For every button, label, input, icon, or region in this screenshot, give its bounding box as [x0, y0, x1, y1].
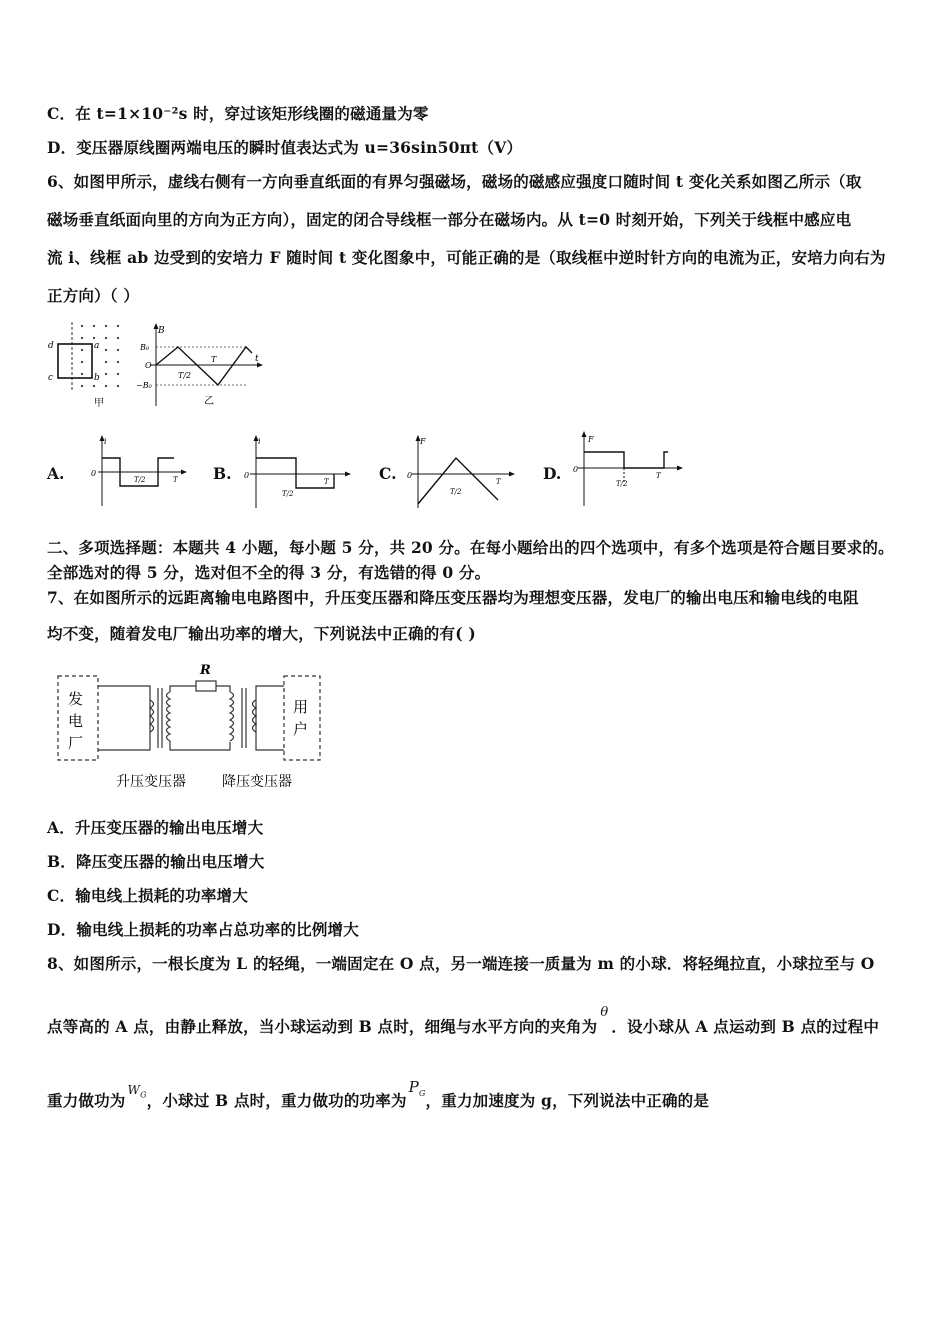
power-plant-char-1: 发: [68, 690, 84, 708]
q6-stem-line-1: 6、如图甲所示，虚线右侧有一方向垂直纸面的有界匀强磁场，磁场的磁感应强度口随时间 t 变化关系如图乙所示（取: [47, 172, 862, 191]
q5-option-d: D．变压器原线圈两端电压的瞬时值表达式为 u=36sin50πt（V）: [47, 138, 523, 157]
power-plant-char-2: 电: [68, 712, 84, 730]
user-char-2: 户: [293, 720, 309, 738]
origin-label: 0: [573, 465, 579, 474]
half-period-label: T/2: [134, 476, 146, 484]
period-label: T: [211, 355, 217, 364]
period-label: T: [324, 478, 329, 486]
origin-label: O: [145, 361, 152, 370]
q6-stem-line-3: 流 i、线框 ab 边受到的安培力 F 随时间 t 变化图象中，可能正确的是（取线框中逆时针方向的电流为正，安培力向右为: [47, 248, 886, 267]
q8-stem-line-2: [47, 1005, 880, 1037]
q6-option-a-label: A.: [47, 464, 65, 483]
q7-option-a: A．升压变压器的输出电压增大: [47, 818, 264, 837]
section-2-line-1: 二、多项选择题：本题共 4 小题，每小题 5 分，共 20 分。在每小题给出的四个选项中，有多个选项是符合题目要求的。: [47, 538, 894, 557]
user-char-1: 用: [293, 698, 309, 716]
q6-option-a-graph: [88, 434, 188, 510]
q6-option-c-label: C.: [379, 464, 397, 483]
q8-line2-text-a: 点等高的 A 点，由静止释放，当小球运动到 B 点时，细绳与水平方向的夹角为: [47, 1017, 598, 1036]
half-period-label: T/2: [616, 480, 628, 488]
q6-option-d-graph: [572, 430, 687, 510]
q5-option-c: C．在 t=1×10⁻²s 时，穿过该矩形线圈的磁通量为零: [47, 104, 429, 123]
fig-jia-caption: 甲: [94, 398, 104, 409]
axis-i-label: i: [104, 437, 107, 446]
b0-label: B₀: [140, 343, 150, 352]
q8-stem-line-1: 8、如图所示，一根长度为 L 的轻绳，一端固定在 O 点，另一端连接一质量为 m 的小球．将轻绳拉直，小球拉至与 O: [47, 954, 875, 973]
q8-stem-line-3: [47, 1078, 710, 1112]
theta-symbol: θ: [600, 1005, 609, 1020]
origin-label: 0: [91, 469, 97, 478]
q8-line3-text-b: ，小球过 B 点时，重力做功的功率为: [146, 1091, 407, 1110]
pg-symbol: $P_G$: [408, 1078, 426, 1098]
axis-f-label: F: [420, 437, 426, 446]
half-period-label: T/2: [178, 371, 192, 380]
wg-symbol: WG: [127, 1083, 147, 1100]
q6-figure-yi: [136, 320, 266, 412]
q7-stem-line-1: 7、在如图所示的远距离输电电路图中，升压变压器和降压变压器均为理想变压器，发电厂的输出电压和输电线的电阻: [47, 588, 859, 607]
origin-label: 0: [407, 471, 413, 480]
axis-i-label: i: [258, 437, 261, 446]
period-label: T: [173, 476, 178, 484]
neg-b0-label: −B₀: [136, 381, 152, 390]
q7-circuit-figure: [54, 658, 324, 796]
q6-stem-line-4: 正方向）（ ）: [47, 286, 140, 305]
axis-t-label: t: [255, 354, 259, 364]
q8-line3-text-c: ，重力加速度为 g，下列说法中正确的是: [425, 1091, 710, 1110]
step-down-label: 降压变压器: [222, 774, 292, 790]
section-2-line-2: 全部选对的得 5 分，选对但不全的得 3 分，有选错的得 0 分。: [47, 563, 491, 582]
half-period-label: T/2: [450, 488, 462, 496]
q6-option-b-label: B.: [213, 464, 232, 483]
q7-stem-line-2: 均不变，随着发电厂输出功率的增大，下列说法中正确的有( ): [47, 624, 476, 643]
q8-line3-text-a: 重力做功为: [47, 1091, 126, 1110]
axis-b-label: B: [158, 326, 165, 336]
corner-c-label: c: [48, 373, 54, 383]
q7-option-c: C．输电线上损耗的功率增大: [47, 886, 248, 905]
step-up-label: 升压变压器: [116, 774, 186, 790]
fig-yi-caption: 乙: [204, 396, 214, 407]
power-plant-char-3: 厂: [68, 734, 84, 752]
q6-figure-jia: [46, 318, 136, 410]
resistor-symbol: [196, 681, 216, 691]
q6-option-c-graph: [404, 434, 519, 510]
corner-b-label: b: [94, 373, 100, 383]
q8-line2-text-b: ．设小球从 A 点运动到 B 点的过程中: [611, 1017, 880, 1036]
q6-stem-line-2: 磁场垂直纸面向里的方向为正方向），固定的闭合导线框一部分在磁场内。从 t=0 时刻开始，下列关于线框中感应电: [47, 210, 852, 229]
period-label: T: [656, 472, 661, 480]
corner-a-label: a: [94, 341, 100, 351]
q7-option-b: B．降压变压器的输出电压增大: [47, 852, 265, 871]
origin-label: 0: [244, 471, 250, 480]
corner-d-label: d: [48, 341, 54, 351]
resistor-label: R: [200, 663, 211, 678]
user-box: [284, 676, 320, 760]
q7-option-d: D．输电线上损耗的功率占总功率的比例增大: [47, 920, 359, 939]
q6-option-b-graph: [238, 434, 353, 510]
axis-f-label: F: [588, 435, 594, 444]
q6-option-d-label: D.: [543, 464, 562, 483]
half-period-label: T/2: [282, 490, 294, 498]
period-label: T: [496, 478, 501, 486]
